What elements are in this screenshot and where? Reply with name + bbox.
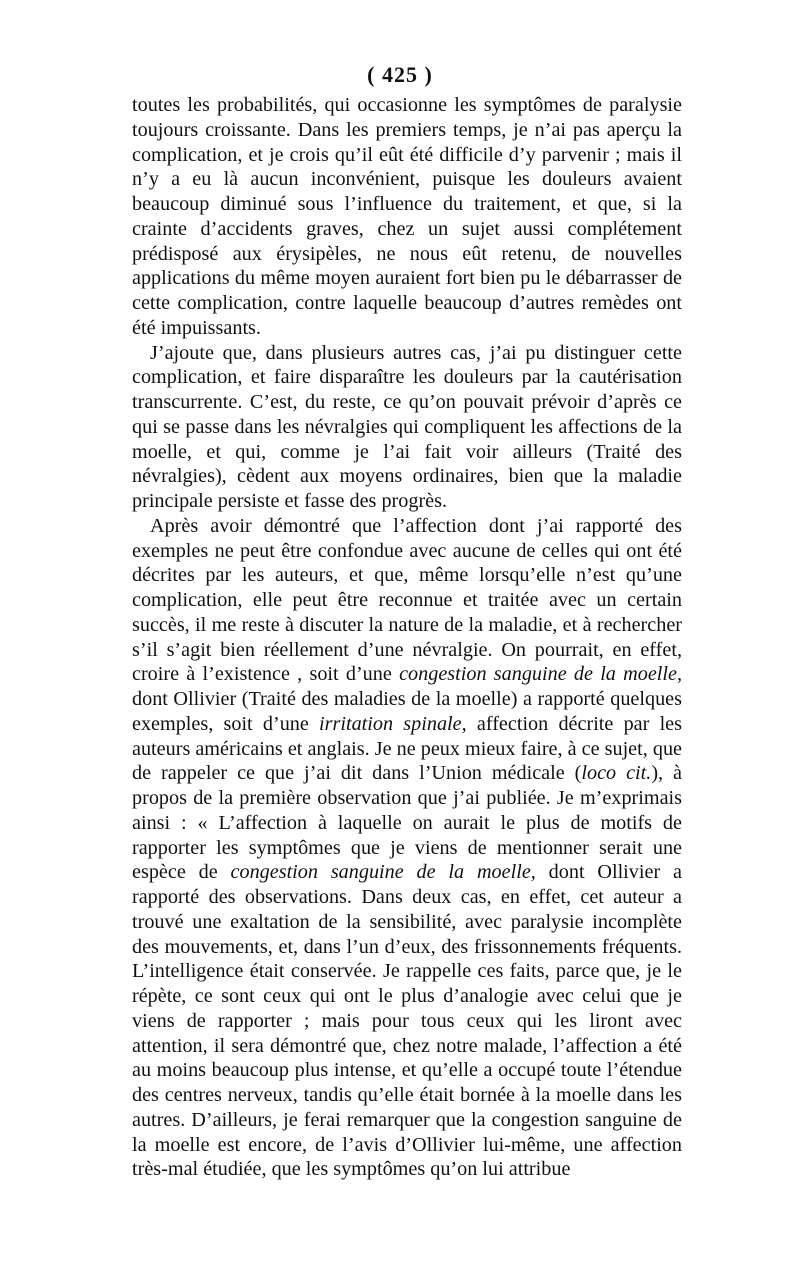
text-segment: ), à propos de la première observation que j’ai publiée. Je m’exprimais ainsi : « L’affection à laquelle on aurait le plus de motifs de rapporter les symptômes que je viens de mentionner serait une espèce de: [132, 762, 683, 884]
paragraph-2: [132, 341, 682, 514]
text-segment: dont Ollivier a rapporté des observations. Dans deux cas, en effet, cet auteur a trouvé une exaltation de la sensibilité, avec paralysie incomplète des mouvements, et, dans l’un d’eux, des frissonnements fréquents. L’intelligence était conservée. Je rappelle ces faits, parce que, je le répète, ce sont ceux qui ont le plus d’analogie avec celui que je viens de rapporter ; mais pour tous ceux qui les liront avec attention, il sera démontré que, chez notre malade, l’affection a été au moins beaucoup plus intense, et qu’elle a occupé toute l’étendue des centres nerveux, tandis qu’elle était bornée à la moelle dans les autres. D’ailleurs, je ferai remarquer que la congestion sanguine de la moelle est encore, de l’avis d’Ollivier lui-même, une affection très-mal étudiée, que les symptômes qu’on lui attribue: [132, 861, 682, 1181]
italic-term-congestion-sanguine-2: congestion sanguine de la moelle,: [230, 861, 536, 884]
paragraph-1: [132, 93, 682, 341]
text-segment: toutes les probabilités, qui occasionne les symptômes de paralysie toujours croissante. Dans les premiers temps, je n’ai pas aperçu la complication, et je crois qu’il eût été difficile d’y parvenir ; mais il n’y a eu là aucun inconvénient, puisque les douleurs avaient beaucoup diminué sous l’influence du traitement, et que, si la crainte d’accidents graves, chez un sujet aussi complétement prédisposé aux érysipèles, ne nous eût retenu, de nouvelles applications du même moyen auraient fort bien pu le débarrasser de cette complication, contre laquelle beaucoup d’autres remèdes ont été impuissants.: [132, 94, 682, 339]
paragraph-3: [132, 514, 682, 1182]
text-segment: affection décrite par les auteurs américains et anglais. Je ne peux mieux faire, à ce sujet, que de rappeler ce que j’ai dit dans l’Union médicale (: [132, 712, 682, 785]
italic-term-irritation-spinale: irritation spinale,: [319, 712, 467, 735]
page-number: ( 425 ): [367, 62, 433, 87]
italic-term-congestion-sanguine: congestion sanguine de la moelle,: [399, 663, 682, 686]
text-segment: dont Ollivier (Traité des maladies de la moelle) a rapporté quelques exemples, soit d’une: [132, 688, 682, 735]
text-segment: Après avoir démontré que l’affection dont j’ai rapporté des exemples ne peut être confondue avec aucune de celles qui ont été décrites par les auteurs, et que, même lorsqu’elle n’est qu’une complication, elle peut être reconnue et traitée avec un certain succès, il me reste à discuter la nature de la maladie, et à rechercher s’il s’agit bien réellement d’une névralgie. On pourrait, en effet, croire à l’existence , soit d’une: [132, 514, 682, 686]
text-segment: J’ajoute que, dans plusieurs autres cas, j’ai pu distinguer cette complication, et faire disparaître les douleurs par la cautérisation transcurrente. C’est, du reste, ce qu’on pouvait prévoir d’après ce qui se passe dans les névralgies qui compliquent les affections de la moelle, et qui, comme je l’ai fait voir ailleurs (Traité des névralgies), cèdent aux moyens ordinaires, bien que la maladie principale persiste et fasse des progrès.: [132, 341, 682, 512]
italic-term-loco-cit: loco cit.: [581, 762, 652, 785]
body-text: [132, 93, 682, 1182]
